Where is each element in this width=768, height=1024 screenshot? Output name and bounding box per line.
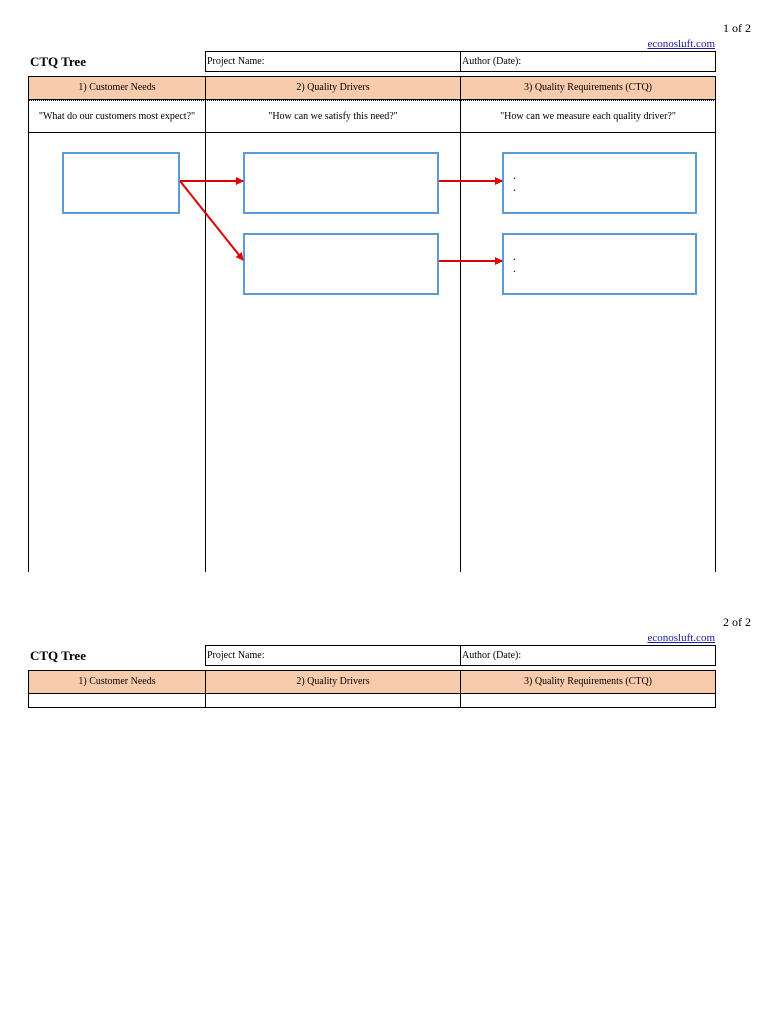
page-title: CTQ Tree xyxy=(30,648,86,663)
question-quality-drivers: "How can we satisfy this need?" xyxy=(268,111,398,122)
project-name-field[interactable]: Project Name: xyxy=(205,645,461,666)
column-header-quality-requirements: 3) Quality Requirements (CTQ) xyxy=(460,670,716,694)
page-number: 2 of 2 xyxy=(723,615,751,629)
page-number: 1 of 2 xyxy=(723,21,751,35)
site-link[interactable]: econosluft.com xyxy=(647,38,715,50)
column-header-quality-drivers: 2) Quality Drivers xyxy=(205,670,461,694)
page-title: CTQ Tree xyxy=(30,54,86,69)
arrow-need-to-driver-2 xyxy=(180,181,243,260)
bullet: . xyxy=(513,168,516,182)
bullet: . xyxy=(513,261,516,275)
author-date-field[interactable]: Author (Date): xyxy=(460,51,716,72)
site-link[interactable]: econosluft.com xyxy=(647,632,715,644)
column-header-quality-drivers: 2) Quality Drivers xyxy=(205,76,461,100)
column-header-customer-needs: 1) Customer Needs xyxy=(28,670,206,694)
question-quality-requirements: "How can we measure each quality driver?" xyxy=(500,111,676,122)
empty-cell[interactable] xyxy=(28,693,206,708)
author-date-field[interactable]: Author (Date): xyxy=(460,645,716,666)
bullet: . xyxy=(513,180,516,194)
bullet: . xyxy=(513,249,516,263)
column-header-quality-requirements: 3) Quality Requirements (CTQ) xyxy=(460,76,716,100)
empty-cell[interactable] xyxy=(460,693,716,708)
project-name-field[interactable]: Project Name: xyxy=(205,51,461,72)
column-header-customer-needs: 1) Customer Needs xyxy=(28,76,206,100)
empty-cell[interactable] xyxy=(205,693,461,708)
question-customer-needs: "What do our customers most expect?" xyxy=(38,111,196,122)
